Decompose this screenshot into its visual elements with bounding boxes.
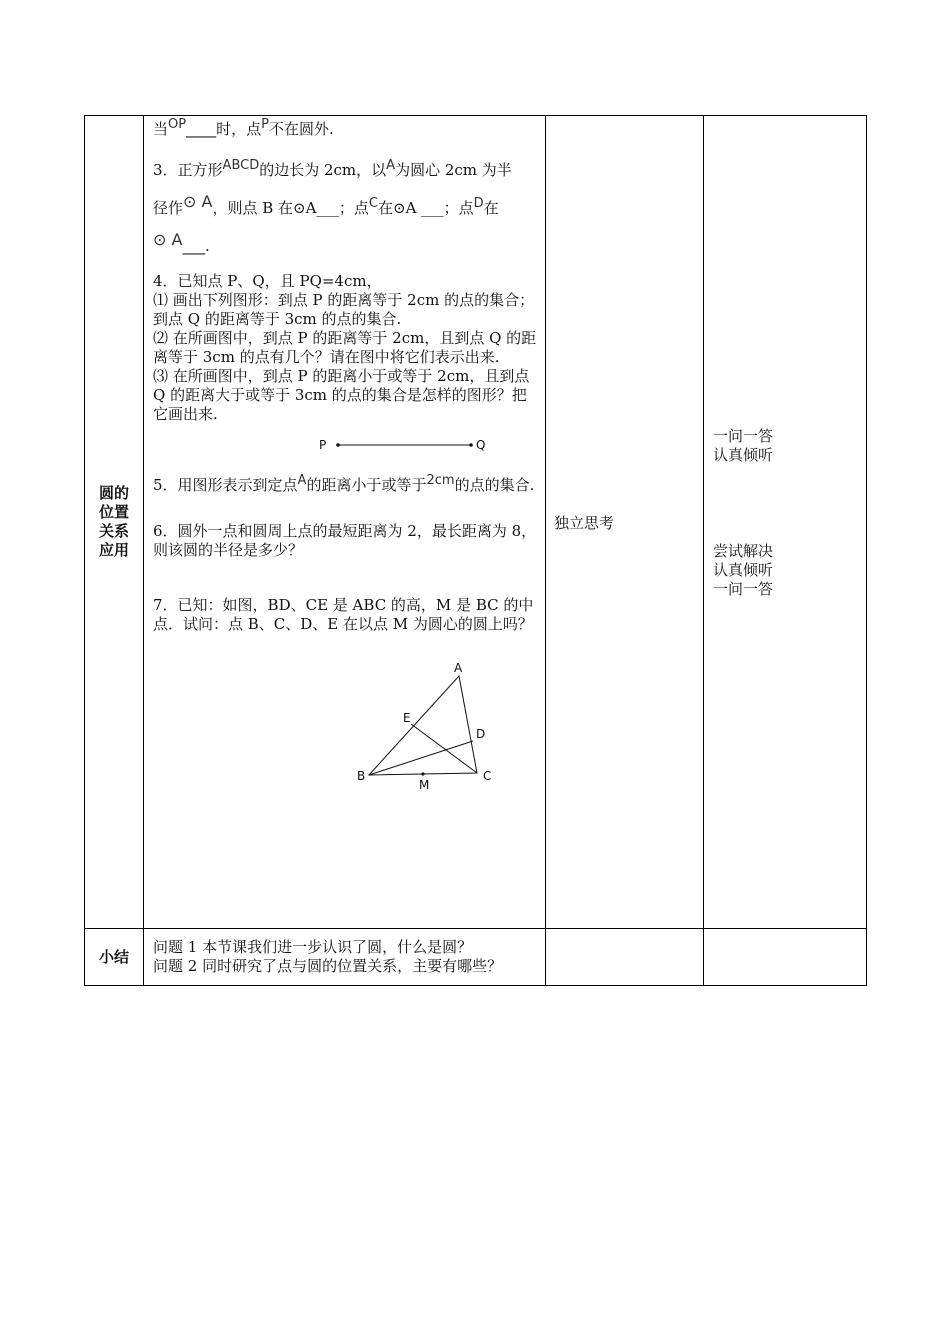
label-c: C xyxy=(483,769,492,783)
teacher-activity-cell xyxy=(704,116,867,929)
circle-a-symbol: ⊙ A xyxy=(183,192,213,211)
summary-section-cell xyxy=(85,929,144,986)
question-4-part-1: ⑴ 画出下列图形：到点 P 的距离等于 2cm 的点的集合；到点 Q 的距离等于 3cm 的点的集合. xyxy=(153,291,535,328)
label-m: M xyxy=(419,778,430,792)
teacher-activity-group-1: 一问一答 认真倾听 xyxy=(713,427,774,464)
op-symbol: OP xyxy=(168,117,187,132)
d-symbol: D xyxy=(473,196,484,211)
a-symbol: A xyxy=(386,158,396,173)
summary-question-2: 问题 2 同时研究了点与圆的位置关系，主要有哪些？ xyxy=(153,957,503,975)
abcd-symbol: ABCD xyxy=(222,158,260,173)
summary-question-1: 问题 1 本节课我们进一步认识了圆，什么是圆？ xyxy=(153,938,473,956)
label-d: D xyxy=(476,727,486,741)
altitude-ce xyxy=(411,724,477,773)
summary-teacher-cell xyxy=(704,929,867,986)
label-q: Q xyxy=(476,438,486,452)
student-activity: 独立思考 xyxy=(554,513,615,532)
teacher-activity-group-2: 尝试解决 认真倾听 一问一答 xyxy=(713,542,774,598)
label-e: E xyxy=(403,711,411,725)
question-4-intro: 4．已知点 P、Q，且 PQ=4cm， xyxy=(153,272,382,290)
distance-symbol: 2cm xyxy=(426,473,455,488)
question-4-part-2: ⑵ 在所画图中，到点 P 的距离等于 2cm，且到点 Q 的距离等于 3cm 的点有几个？请在图中将它们表示出来. xyxy=(153,329,537,366)
content-cell xyxy=(144,116,546,929)
lesson-table xyxy=(84,115,867,986)
summary-student-cell xyxy=(546,929,704,986)
a-symbol-q5: A xyxy=(297,473,307,488)
p-symbol: P xyxy=(261,117,269,132)
student-activity-cell xyxy=(546,116,704,929)
table-row xyxy=(85,116,867,929)
label-a: A xyxy=(454,661,463,675)
question-3: 3．正方形ABCD的边长为 2cm，以A为圆心 2cm 为半 径作⊙ A，则点 B 在⊙A___；点C在⊙A ___；点D在 ⊙ A___. xyxy=(153,158,512,255)
summary-label: 小结 xyxy=(98,947,129,966)
circle-a-symbol-2: ⊙ A xyxy=(153,230,183,249)
question-7: 7．已知：如图，BD、CE 是 ABC 的高，M 是 BC 的中点．试问：点 B、C、D、E 在以点 M 为圆心的圆上吗？ xyxy=(153,596,534,633)
triangle-figure xyxy=(153,656,537,796)
summary-content-cell xyxy=(144,929,546,986)
question-6: 6．圆外一点和圆周上点的最短距离为 2，最长距离为 8，则该圆的半径是多少？ xyxy=(153,522,537,559)
c-symbol: C xyxy=(368,196,378,211)
point-p xyxy=(336,443,340,447)
question-4-part-3: ⑶ 在所画图中，到点 P 的距离小于或等于 2cm，且到点 Q 的距离大于或等于 3cm 的点的集合是怎样的图形？把它画出来. xyxy=(153,367,530,423)
question-2-tail: 当OP____时，点P不在圆外. xyxy=(153,117,334,138)
label-p: P xyxy=(319,438,327,452)
triangle-abc xyxy=(369,676,477,775)
label-b: B xyxy=(357,769,366,783)
section-label: 圆的位置关系应用 xyxy=(98,484,129,559)
segment-pq-figure xyxy=(153,430,537,458)
question-5: 5．用图形表示到定点A的距离小于或等于2cm的点的集合. xyxy=(153,473,535,494)
section-cell xyxy=(85,116,144,929)
point-q xyxy=(469,443,473,447)
point-m xyxy=(421,772,424,775)
table-row xyxy=(85,929,867,986)
